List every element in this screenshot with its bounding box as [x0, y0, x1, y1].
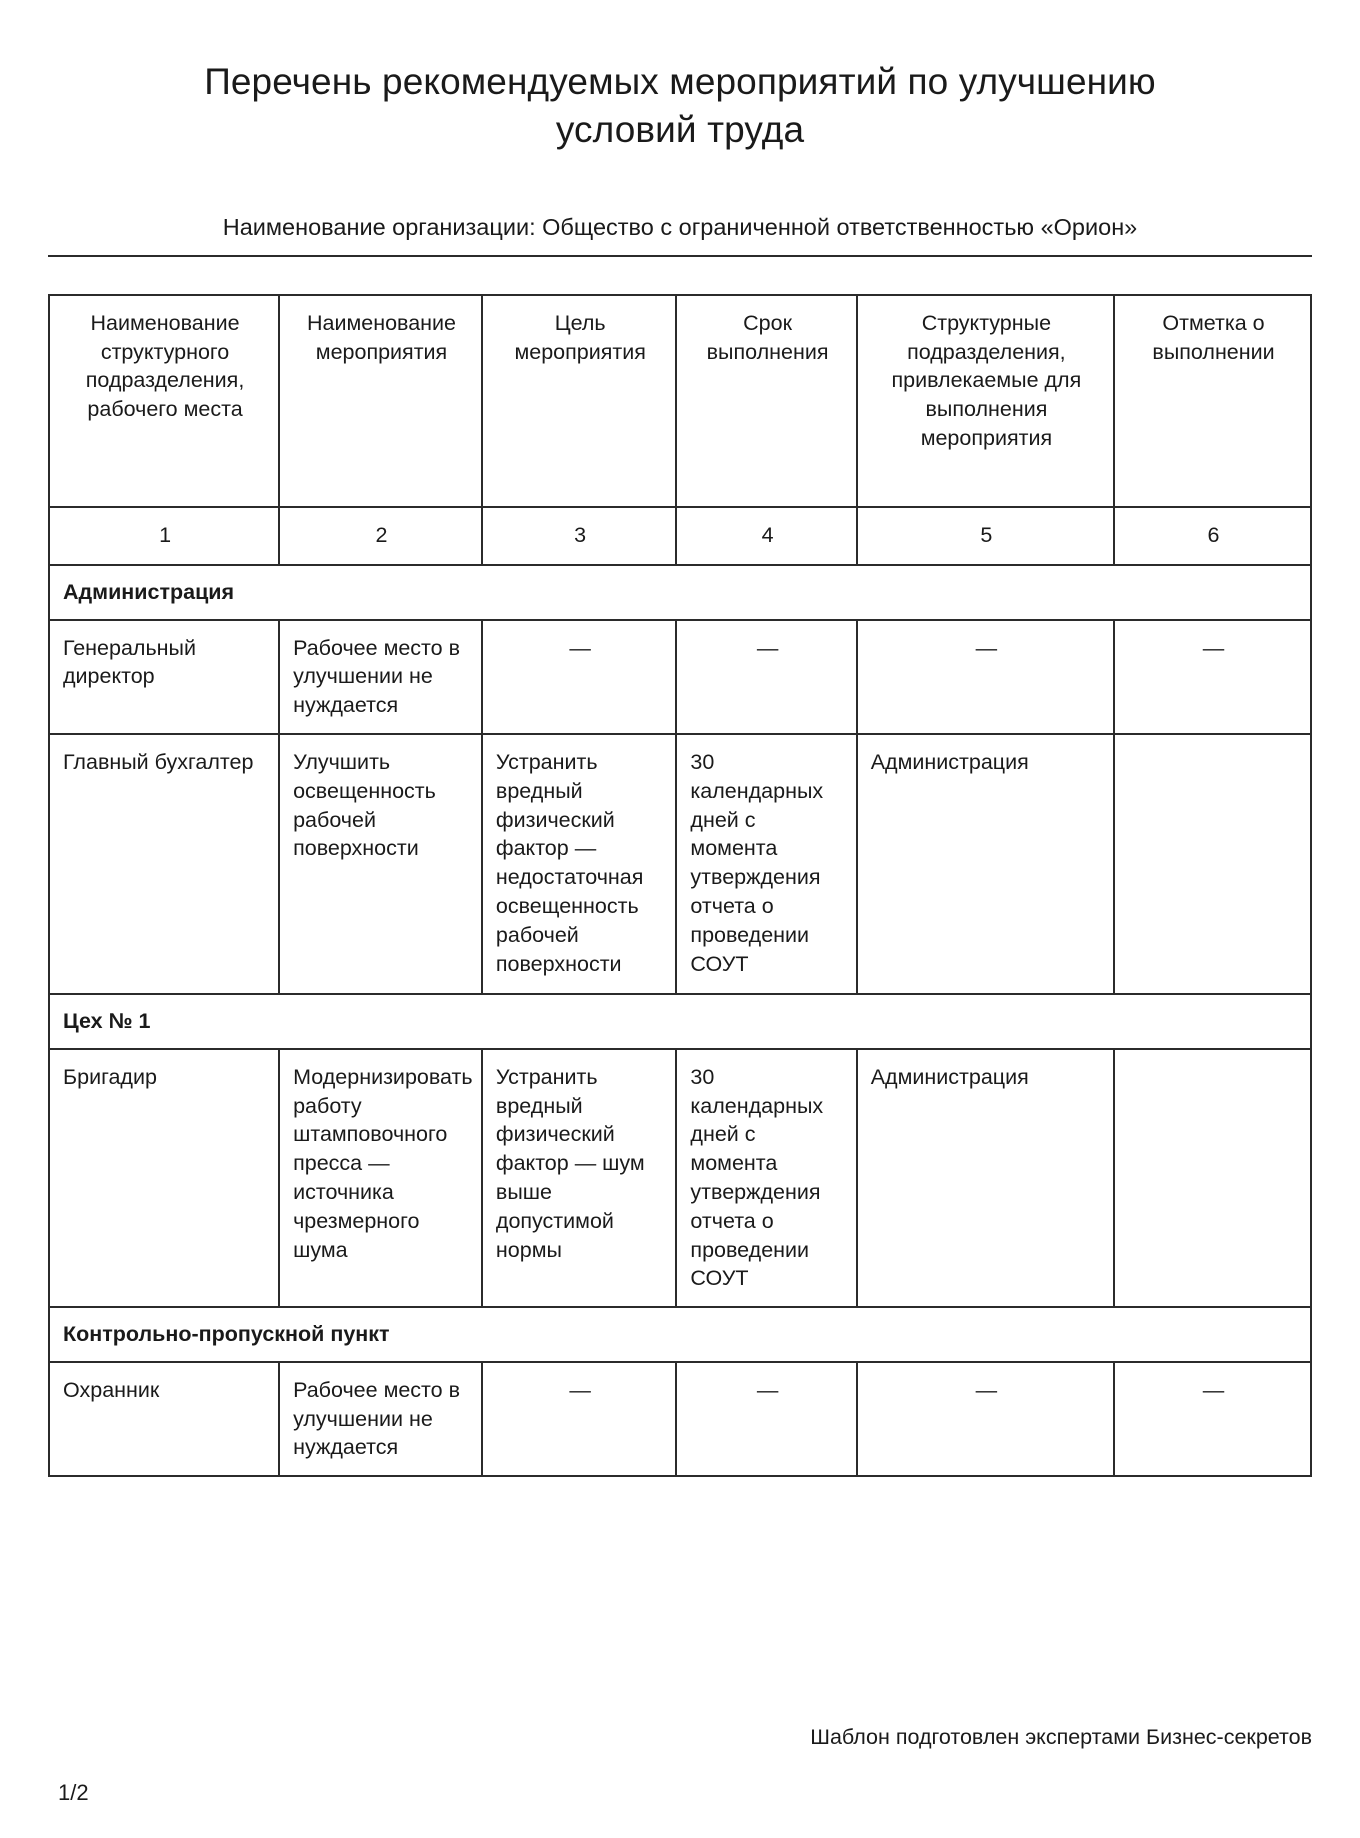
column-header-measure: Наименование мероприятия — [279, 295, 482, 507]
table-body — [49, 507, 1311, 1477]
table-group-row — [49, 1307, 1311, 1362]
page-title-line-2: условий труда — [555, 109, 805, 151]
cell-departments: Администрация — [857, 1049, 1114, 1307]
cell-departments: Администрация — [857, 734, 1114, 994]
table-head — [49, 295, 1311, 507]
column-number-1: 1 — [49, 507, 279, 565]
cell-goal: Устранить вредный физический фактор — недостаточная освещенность рабочей поверхности — [482, 734, 677, 994]
cell-deadline: 30 календарных дней с момента утверждения отчета о проведении СОУТ — [676, 1049, 856, 1307]
organization-name-line: Наименование организации: Общество с ограниченной ответственностью «Орион» — [222, 214, 1138, 241]
cell-goal: — — [482, 620, 677, 734]
cell-measure: Улучшить освещенность рабочей поверхности — [279, 734, 482, 994]
column-header-departments: Структурные подразделения, привлекаемые для выполнения мероприятия — [857, 295, 1114, 507]
cell-completion: — — [1114, 1362, 1311, 1476]
table-row — [49, 734, 1311, 994]
cell-measure: Рабочее место в улучшении не нуждается — [279, 1362, 482, 1476]
page-number: 1/2 — [58, 1780, 89, 1805]
column-header-unit: Наименование структурного подразделения, рабочего места — [49, 295, 279, 507]
table-header-row — [49, 295, 1311, 507]
table-group-row — [49, 994, 1311, 1049]
cell-departments: — — [857, 620, 1114, 734]
cell-completion — [1114, 1049, 1311, 1307]
cell-deadline: — — [676, 1362, 856, 1476]
footer-note: Шаблон подготовлен экспертами Бизнес-секретов — [810, 1725, 1312, 1749]
table-row — [49, 1049, 1311, 1307]
column-header-deadline: Срок выполнения — [676, 295, 856, 507]
group-title-shop-1: Цех № 1 — [49, 994, 1311, 1049]
table-row — [49, 1362, 1311, 1476]
column-number-row — [49, 507, 1311, 565]
page-title — [0, 0, 1360, 154]
cell-departments: — — [857, 1362, 1114, 1476]
organization-block — [48, 212, 1312, 257]
cell-goal: — — [482, 1362, 677, 1476]
cell-unit: Главный бухгалтер — [49, 734, 279, 994]
column-number-2: 2 — [279, 507, 482, 565]
cell-completion — [1114, 734, 1311, 994]
column-number-5: 5 — [857, 507, 1114, 565]
cell-measure: Модернизировать работу штамповочного пресса — источника чрезмерного шума — [279, 1049, 482, 1307]
cell-completion: — — [1114, 620, 1311, 734]
column-header-completion: Отметка о выполнении — [1114, 295, 1311, 507]
cell-deadline: — — [676, 620, 856, 734]
cell-unit: Генеральный директор — [49, 620, 279, 734]
column-number-6: 6 — [1114, 507, 1311, 565]
column-number-3: 3 — [482, 507, 677, 565]
table-row — [49, 620, 1311, 734]
table-group-row — [49, 565, 1311, 620]
column-header-goal: Цель мероприятия — [482, 295, 677, 507]
group-title-administration: Администрация — [49, 565, 1311, 620]
cell-unit: Охранник — [49, 1362, 279, 1476]
column-number-4: 4 — [676, 507, 856, 565]
cell-deadline: 30 календарных дней с момента утверждения отчета о проведении СОУТ — [676, 734, 856, 994]
cell-unit: Бригадир — [49, 1049, 279, 1307]
measures-table-wrap — [48, 294, 1312, 1478]
cell-measure: Рабочее место в улучшении не нуждается — [279, 620, 482, 734]
measures-table — [48, 294, 1312, 1478]
group-title-checkpoint: Контрольно-пропускной пункт — [49, 1307, 1311, 1362]
cell-goal: Устранить вредный физический фактор — шум выше допустимой нормы — [482, 1049, 677, 1307]
page-title-line-1: Перечень рекомендуемых мероприятий по улучшению — [204, 61, 1156, 102]
